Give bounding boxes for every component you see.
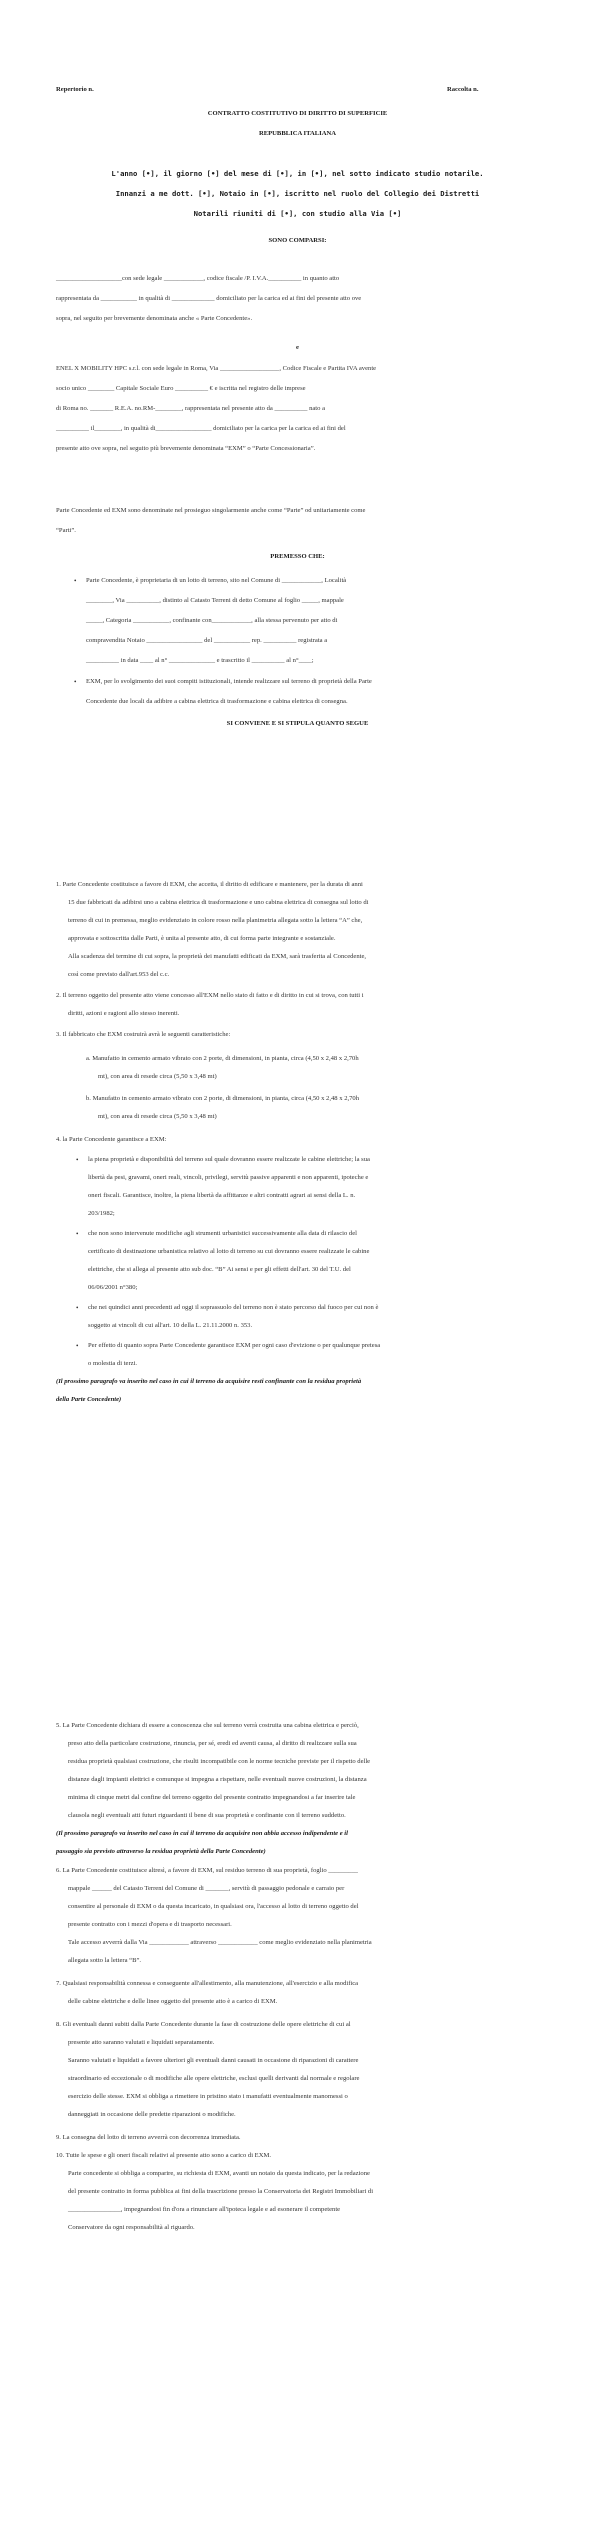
article-7-line: delle cabine elettriche e delle linee oggetto del presente atto è a carico di EXM. — [68, 1998, 278, 2005]
article-5-line: preso atto della particolare costruzione, rinuncia, per sé, eredi ed aventi causa, al diritto di realizzare sulla sua — [68, 1740, 357, 1747]
article-2-line: 2. Il terreno oggetto del presente atto viene concesso all'EXM nello stato di fatto e di diritto in cui si trova, con tutti i — [56, 992, 364, 999]
premesso-line: compravendita Notaio _________________ del ___________ rep. __________ registrata a — [86, 637, 328, 644]
intro-line-3: Notarili riuniti di [•], con studio alla Via [•] — [193, 209, 402, 218]
article-5-line: clausola negli eventuali atti futuri riguardanti il bene di sua proprietà e confinante con il terreno suddetto. — [68, 1812, 346, 1819]
exm-line: presente atto ove sopra, nel seguito più brevemente denominata “EXM” o “Parte Concessionaria”. — [56, 445, 316, 452]
concedente-line: rappresentata da ___________ in qualità di _____________ domiciliato per la carica ed ai fini del presente atto ove — [56, 295, 362, 302]
exm-line: socio unico ________ Capitale Sociale Euro __________ € e iscritta nel registro delle imprese — [56, 385, 306, 392]
article-6-line: mappale ______ del Catasto Terreni del Comune di _______, servitù di passaggio pedonale e carraio per — [68, 1885, 345, 1892]
article-2-line: diritti, azioni e ragioni allo stesso inerenti. — [68, 1010, 180, 1017]
article-4-bullet-line: certificato di destinazione urbanistica relativo al lotto di terreno su cui dovranno essere realizzate le cabine — [88, 1248, 370, 1255]
article-8-line: danneggiati in occasione delle predette riparazioni o modifiche. — [68, 2111, 236, 2118]
article-10-line: 10. Tutte le spese e gli oneri fiscali relativi al presente atto sono a carico di EXM. — [56, 2152, 271, 2159]
article-4-bullet-line: che nei quindici anni precedenti ad oggi il soprassuolo del terreno non è stato percorso dal fuoco per cui non è — [88, 1304, 379, 1311]
conviene-heading: SI CONVIENE E SI STIPULA QUANTO SEGUE — [226, 720, 369, 727]
article-8-line: Saranno valutati e liquidati a favore ulteriori gli eventuali danni causati in occasione di riparazioni di carattere — [68, 2057, 359, 2064]
article-5-line: residua proprietà qualsiasi costruzione, che risulti incompatibile con le norme tecniche previste per il rispetto delle — [68, 1758, 371, 1765]
premesso-line: EXM, per lo svolgimento dei suoi compiti istituzionali, intende realizzare sul terreno di proprietà della Parte — [86, 678, 372, 685]
intro-line-1: L'anno [•], il giorno [•] del mese di [•], in [•], nel sotto indicato studio notarile. — [111, 169, 484, 178]
article-3a-line: a. Manufatto in cemento armato vibrato con 2 porte, di dimensioni, in pianta, circa (4,50 x 2,48 x 2,70h — [86, 1055, 359, 1062]
article-1-line: terreno di cui in premessa, meglio evidenziato in colore rosso nella planimetria allegata sotto la lettera “A” che, — [68, 917, 363, 924]
article-5-line: distanze dagli impianti elettrici e comunque si impegna a rispettare, nelle eventuali nuove costruzioni, la distanza — [68, 1776, 367, 1783]
article-7-line: 7. Qualsiasi responsabilità connessa e conseguente all'allestimento, alla manutenzione, all'esercizio e alla modifica — [56, 1980, 359, 1987]
bullet-marker: • — [76, 1230, 79, 1238]
article-10-line: ________________, impegnandosi fin d'ora a rinunciare all'ipoteca legale e ad esonerare il competente — [68, 2206, 341, 2213]
article-6-line: presente contratto con i mezzi d'opera e di trasporto necessari. — [68, 1921, 232, 1928]
article-4-bullet-line: soggetto ai vincoli di cui all'art. 10 della L. 21.11.2000 n. 353. — [88, 1322, 253, 1329]
bullet-marker: • — [76, 1342, 79, 1350]
article-3b-line: mt), con area di resede circa (5,50 x 3,48 mt) — [98, 1113, 217, 1120]
article-10-line: Conservatore da ogni responsabilità al riguardo. — [68, 2224, 195, 2231]
article-6-line: 6. La Parte Concedente costituisce altresì, a favore di EXM, sul residuo terreno di sua proprietà, foglio _________ — [56, 1867, 358, 1874]
article-1-line: approvata e sottoscritta dalle Parti, è unita al presente atto, di cui forma parte integrante e sostanziale. — [68, 935, 336, 942]
parti-line: Parte Concedente ed EXM sono denominate nel prosieguo singolarmente anche come “Parte” od unitariamente come — [56, 507, 366, 514]
document-title: CONTRATTO COSTITUTIVO DI DIRITTO DI SUPERFICIE — [207, 110, 388, 117]
bullet-marker: • — [76, 1156, 79, 1164]
article-10-line: Parte concedente si obbliga a comparire, su richiesta di EXM, avanti un notaio da questa indicato, per la redazione — [68, 2170, 370, 2177]
repertorio-label: Repertorio n. — [56, 86, 94, 93]
concedente-line: ____________________con sede legale ____________, codice fiscale /P. I.V.A.__________ in quanto atto — [56, 275, 340, 282]
document-subtitle: REPUBBLICA ITALIANA — [258, 130, 336, 137]
drafting-note: (Il prossimo paragrafo va inserito nel caso in cui il terreno da acquisire non abbia accesso indipendente e il — [56, 1830, 348, 1837]
article-4-bullet-line: oneri fiscali. Garantisce, inoltre, la piena libertà da affittanze e altri contratti agrari ai sensi della L. n. — [88, 1192, 356, 1199]
bullet-marker: • — [76, 1304, 79, 1312]
raccolta-label: Raccolta n. — [447, 86, 479, 93]
parti-line: “Parti”. — [56, 527, 76, 534]
article-10-line: del presente contratto in forma pubblica ai fini della trascrizione presso la Conservatoria dei Registri Immobiliari di — [68, 2188, 374, 2195]
exm-line: ENEL X MOBILITY HPC s.r.l. con sede legale in Roma, Via __________________, Codice Fiscale e Partita IVA avente — [56, 365, 377, 372]
premesso-heading: PREMESSO CHE: — [270, 553, 325, 560]
sono-comparsi-heading: SONO COMPARSI: — [268, 237, 327, 244]
article-3b-line: b. Manufatto in cemento armato vibrato con 2 porte, di dimensioni, in pianta, circa (4,50 x 2,48 x 2,70h — [86, 1095, 360, 1102]
article-1-line: 15 due fabbricati da adibirsi uno a cabina elettrica di trasformazione e uno cabina elettrica di consegna sul lotto di — [68, 899, 369, 906]
article-3a-line: mt), con area di resede circa (5,50 x 3,48 mt) — [98, 1073, 217, 1080]
premesso-line: _____, Categoria ___________, confinante con____________, alla stessa pervenuto per atto di — [86, 617, 338, 624]
article-9-line: 9. La consegna del lotto di terreno avverrà con decorrenza immediata. — [56, 2134, 241, 2141]
exm-line: __________ il________, in qualità di_________________ domiciliato per la carica per la carica ed ai fini del — [56, 425, 346, 432]
article-4-line: 4. la Parte Concedente garantisce a EXM: — [56, 1136, 167, 1143]
premesso-line: Parte Concedente, è proprietaria di un lotto di terreno, sito nel Comune di ____________, Località — [86, 577, 347, 584]
article-1-line: Alla scadenza del termine di cui sopra, la proprietà dei manufatti edificati da EXM, sarà trasferita al Concedente, — [68, 953, 367, 960]
article-4-bullet-line: 203/1982; — [88, 1210, 115, 1217]
exm-line: di Roma no. _______ R.E.A. no.RM-________, rappresentata nel presente atto da __________ nato a — [56, 405, 326, 412]
bullet-marker: • — [74, 577, 77, 585]
article-6-line: consentire al personale di EXM o da questa incaricato, in qualsiasi ora, l'accesso al lotto di terreno oggetto del — [68, 1903, 359, 1910]
drafting-note: della Parte Concedente) — [56, 1396, 122, 1403]
article-5-line: minima di cinque metri dal confine del terreno oggetto del presente contratto impegnandosi a far inserire tale — [68, 1794, 356, 1801]
drafting-note: (Il prossimo paragrafo va inserito nel caso in cui il terreno da acquisire resti confinante con la residua proprietà — [56, 1378, 362, 1385]
article-8-line: esercizio delle stesse. EXM si obbliga a rimettere in pristino stato i manufatti eventualmente manomessi o — [68, 2093, 348, 2100]
article-8-line: presente atto saranno valutati e liquidati separatamente. — [68, 2039, 215, 2046]
drafting-note: passaggio sia previsto attraverso la residua proprietà della Parte Concedente) — [56, 1848, 266, 1855]
article-1-line: 1. Parte Concedente costituisce a favore di EXM, che accetta, il diritto di edificare e mantenere, per la durata di anni — [56, 881, 363, 888]
article-3-line: 3. Il fabbricato che EXM costruirà avrà le seguenti caratteristiche: — [56, 1031, 231, 1038]
premesso-line: __________ in data ____ al n° ______________ e trascritto il __________ al n°____; — [86, 657, 314, 664]
concedente-line: sopra, nel seguito per brevemente denominata anche « Parte Concedente». — [56, 315, 253, 322]
article-4-bullet-line: elettriche, che si allega al presente atto sub doc. “B” Ai sensi e per gli effetti dell'art. 30 del T.U. del — [88, 1266, 351, 1273]
article-4-bullet-line: Per effetto di quanto sopra Parte Concedente garantisce EXM per ogni caso d'evizione o per qualunque pretesa — [88, 1342, 381, 1349]
article-8-line: straordinario ed eccezionale o di modifiche alle opere elettriche, esclusi quelli derivanti dal normale e regolare — [68, 2075, 360, 2082]
article-8-line: 8. Gli eventuali danni subiti dalla Parte Concedente durante la fase di costruzione delle opere elettriche di cui al — [56, 2021, 351, 2028]
premesso-line: Concedente due locali da adibire a cabina elettrica di trasformazione e cabina elettrica di consegna. — [86, 698, 348, 705]
article-4-bullet-line: che non sono intervenute modifiche agli strumenti urbanistici successivamente alla data di rilascio del — [88, 1230, 357, 1237]
article-4-bullet-line: libertà da pesi, gravami, oneri reali, vincoli, privilegi, servitù passive apparenti e non apparenti, ipoteche e — [88, 1174, 369, 1181]
article-4-bullet-line: o molestia di terzi. — [88, 1360, 138, 1367]
intro-line-2: Innanzi a me dott. [•], Notaio in [•], iscritto nel ruolo del Collegio dei Distretti — [115, 189, 480, 198]
article-6-line: Tale accesso avverrà dalla Via ____________ attraverso ____________ come meglio evidenziato nella planimetria — [68, 1939, 372, 1946]
article-6-line: allegata sotto la lettera “B”. — [68, 1957, 142, 1964]
article-4-bullet-line: la piena proprietà e disponibilità del terreno sul quale dovranno essere realizzate le cabine elettriche; la sua — [88, 1156, 370, 1163]
conjunction-e: e — [296, 344, 299, 351]
bullet-marker: • — [74, 678, 77, 686]
article-5-line: 5. La Parte Concedente dichiara di essere a conoscenza che sul terreno verrà costruita una cabina elettrica e perciò, — [56, 1722, 359, 1729]
article-4-bullet-line: 06/06/2001 n°380; — [88, 1284, 138, 1291]
premesso-line: ________, Via __________, distinto al Catasto Terreni di detto Comune al foglio _____, mappale — [86, 597, 344, 604]
article-1-line: così come previsto dall'art.953 del c.c. — [68, 971, 170, 978]
